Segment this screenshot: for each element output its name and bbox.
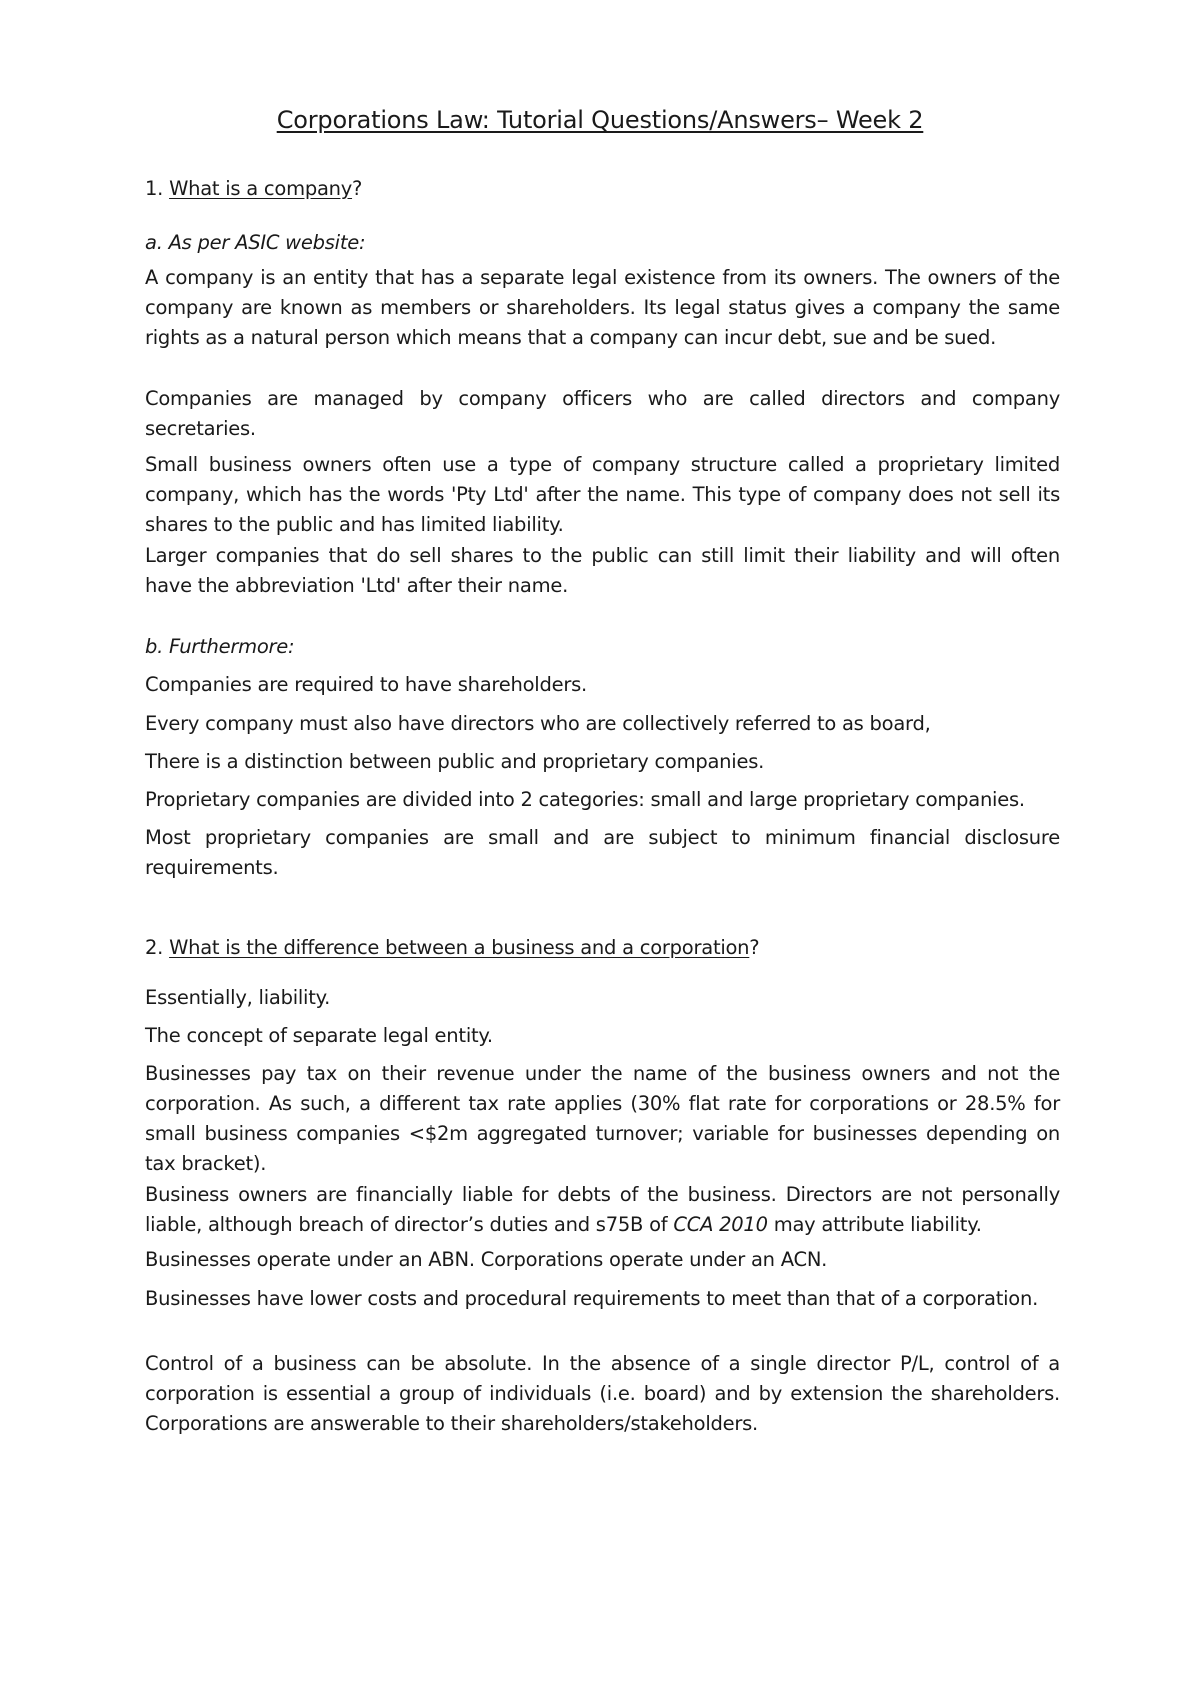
paragraph: Businesses operate under an ABN. Corporations operate under an ACN. (145, 1248, 828, 1271)
paragraph (145, 1180, 1060, 1240)
paragraph: Businesses pay tax on their revenue under the name of the business owners and not the corporation. As such, a different tax rate applies (30% flat rate for corporations or 28.5% for small business companies <$2m aggregated turnover; variable for businesses depending on tax bracket). (145, 1062, 1060, 1175)
section-b-heading: b. Furthermore: (145, 635, 295, 658)
paragraph: Essentially, liability. (145, 986, 331, 1009)
paragraph: Small business owners often use a type of company structure called a proprietary limited company, which has the words 'Pty Ltd' after the name. This type of company does not sell its shares to the public and has limited liability. (145, 453, 1060, 536)
question-mark: ? (352, 177, 363, 200)
paragraph: Every company must also have directors who are collectively referred to as board, (145, 712, 931, 735)
question-number: 1. (145, 177, 164, 200)
paragraph-text: may attribute liability. (767, 1213, 982, 1236)
page-title: Corporations Law: Tutorial Questions/Answers– Week 2 (276, 106, 924, 134)
paragraph: Larger companies that do sell shares to the public can still limit their liability and will often have the abbreviation 'Ltd' after their name. (145, 544, 1060, 597)
question-2 (145, 933, 1060, 963)
paragraph: Companies are managed by company officers who are called directors and company secretaries. (145, 387, 1060, 440)
paragraph-text: Business owners are financially liable for debts of the business. Directors are not personally liable, although breach of director’s duties and s75B of (145, 1183, 1060, 1236)
question-mark: ? (749, 936, 760, 959)
question-text: What is the difference between a business and a corporation (169, 936, 750, 959)
question-text: What is a company (169, 177, 353, 200)
question-number: 2. (145, 936, 164, 959)
paragraph: Control of a business can be absolute. In the absence of a single director P/L, control of a corporation is essential a group of individuals (i.e. board) and by extension the shareholders. Corporations are answerable to their shareholders/stakeholders. (145, 1352, 1060, 1435)
paragraph: Most proprietary companies are small and are subject to minimum financial disclosure requirements. (145, 826, 1060, 879)
paragraph: Proprietary companies are divided into 2 categories: small and large proprietary companies. (145, 788, 1025, 811)
paragraph: Businesses have lower costs and procedural requirements to meet than that of a corporation. (145, 1287, 1039, 1310)
statute-reference: CCA 2010 (673, 1213, 768, 1236)
question-1 (145, 174, 1060, 204)
paragraph: A company is an entity that has a separate legal existence from its owners. The owners of the company are known as members or shareholders. Its legal status gives a company the same rights as a natural person which means that a company can incur debt, sue and be sued. (145, 266, 1060, 349)
paragraph: The concept of separate legal entity. (145, 1024, 493, 1047)
paragraph: There is a distinction between public and proprietary companies. (145, 750, 765, 773)
section-a-heading: a. As per ASIC website: (145, 231, 366, 254)
paragraph: Companies are required to have shareholders. (145, 673, 587, 696)
